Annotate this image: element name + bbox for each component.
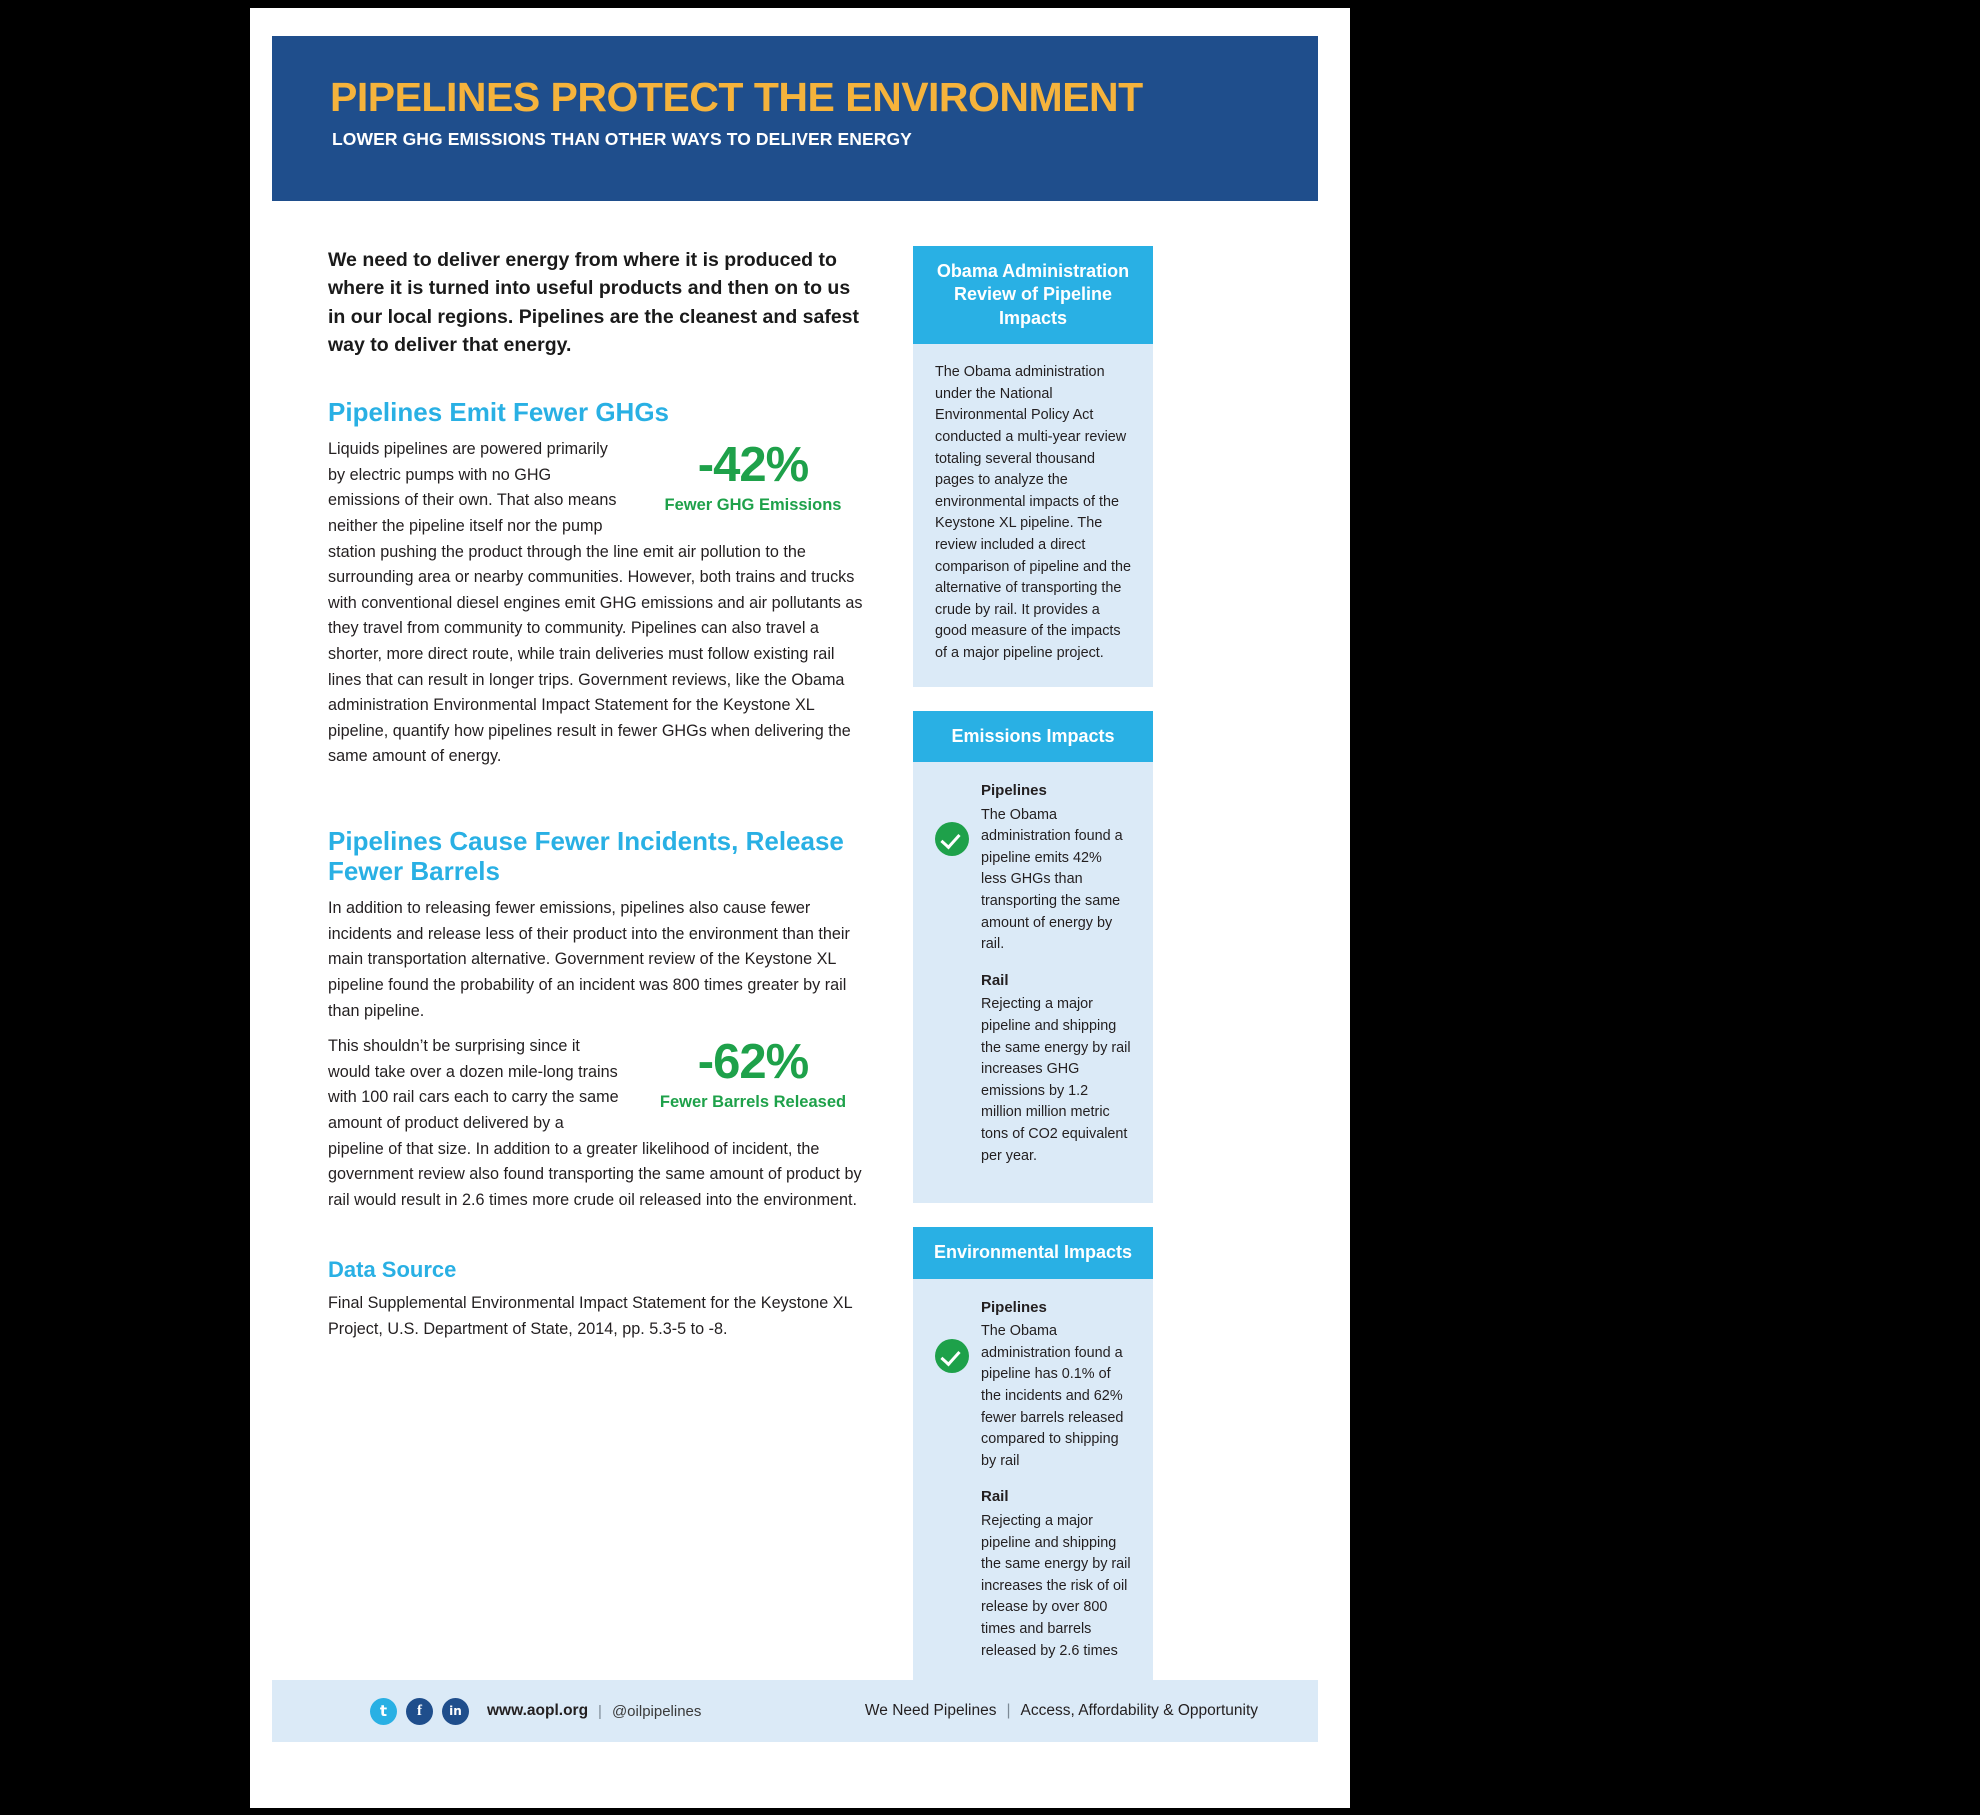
social-links — [370, 1698, 469, 1725]
emissions-rail-text: Rejecting a major pipeline and shipping the same energy by rail increases GHG emissions by 1.2 million million metric tons of CO2 equivalent per year. — [981, 996, 1131, 1164]
environmental-rail-block — [981, 1486, 1131, 1662]
intro-paragraph: We need to deliver energy from where it is produced to where it is turned into useful products and then on to us in our local regions. Pipelines are the cleanest and safest way to deliver that energy. — [328, 249, 860, 356]
emissions-pipelines-label: Pipelines — [981, 782, 1047, 800]
page-subtitle: LOWER GHG EMISSIONS THAN OTHER WAYS TO DELIVER ENERGY — [332, 129, 912, 150]
environmental-pipelines-block — [981, 1297, 1131, 1473]
environmental-impacts-row — [935, 1297, 1131, 1677]
card-body-obama-review — [913, 344, 1153, 687]
environmental-pipelines-label: Pipelines — [981, 1298, 1047, 1316]
incidents-paragraph-1: In addition to releasing fewer emissions, pipelines also cause fewer incidents and release less of their product into the environment than their main transportation alternative. Government review of the Keystone XL pipeline found the probability of an incident was 800 times greater by rail than pipeline. — [328, 899, 850, 1020]
environmental-rail-text: Rejecting a major pipeline and shipping the same energy by rail increases the risk of oil release by over 800 times and barrels released by 2.6 times — [981, 1512, 1131, 1659]
twitter-icon[interactable]: t — [370, 1698, 397, 1725]
footer-tagline-separator: | — [1006, 1702, 1011, 1719]
section-heading-incidents: Pipelines Cause Fewer Incidents, Release Fewer Barrels — [328, 825, 844, 887]
card-title-environmental-impacts: Environmental Impacts — [913, 1227, 1153, 1278]
document-page — [250, 8, 1350, 1808]
footer-website-link[interactable]: www.aopl.org — [487, 1702, 589, 1719]
check-circle-icon — [935, 822, 969, 856]
linkedin-icon[interactable]: in — [442, 1698, 469, 1725]
card-body-environmental-impacts — [913, 1279, 1153, 1699]
environmental-rail-label: Rail — [981, 1488, 1009, 1506]
card-title-emissions-impacts: Emissions Impacts — [913, 711, 1153, 762]
emissions-impacts-row — [935, 780, 1131, 1181]
incidents-paragraph-2: This shouldn’t be surprising since it would take over a dozen mile-long trains with 100 rail cars each to carry the same amount of product delivered by a pipeline of that size. In addition to a greater likelihood of incident, the government review also found transporting the same amount of product by rail would result in 2.6 times more crude oil released into the environment. — [328, 1037, 862, 1209]
data-source-heading: Data Source — [328, 1257, 457, 1283]
card-body-emissions-impacts — [913, 762, 1153, 1203]
card-environmental-impacts — [913, 1227, 1153, 1698]
document-footer — [272, 1680, 1318, 1742]
section-incidents-content — [328, 1034, 868, 1223]
document-header — [272, 36, 1318, 201]
footer-tagline-right: Access, Affordability & Opportunity — [1020, 1702, 1258, 1719]
emissions-pipelines-block — [981, 780, 1131, 956]
emissions-impacts-text-group — [981, 780, 1131, 1181]
card-emissions-impacts — [913, 711, 1153, 1204]
stat-callout-barrels — [638, 1035, 868, 1112]
footer-tagline — [865, 1702, 1272, 1720]
right-column — [913, 246, 1153, 1722]
check-circle-icon — [935, 1339, 969, 1373]
card-text-obama-review: The Obama administration under the National Environmental Policy Act conducted a multi-year review totaling several thousand pages to analyze the environmental impacts of the Keystone XL pipeline. The review included a direct comparison of pipeline and the alternative of transporting the crude by rail. It provides a good measure of the impacts of a major pipeline project. — [935, 364, 1132, 662]
footer-separator: | — [598, 1702, 602, 1720]
footer-social-handle[interactable]: @oilpipelines — [611, 1702, 702, 1720]
facebook-icon[interactable]: f — [406, 1698, 433, 1725]
stat-number-ghg: -42% — [697, 438, 809, 493]
emissions-rail-block — [981, 970, 1131, 1167]
stat-number-barrels: -62% — [697, 1035, 809, 1090]
card-title-obama-review: Obama Administration Review of Pipeline Impacts — [913, 246, 1153, 344]
stat-label-barrels: Fewer Barrels Released — [659, 1093, 847, 1112]
section-emissions-content — [328, 437, 868, 780]
environmental-pipelines-text: The Obama administration found a pipeline has 0.1% of the incidents and 62% fewer barrels released compared to shipping by rail — [981, 1323, 1124, 1469]
left-column — [328, 246, 868, 1353]
emissions-pipelines-text: The Obama administration found a pipeline emits 42% less GHGs than transporting the same amount of energy by rail. — [981, 806, 1123, 953]
card-obama-review — [913, 246, 1153, 687]
emissions-rail-label: Rail — [981, 971, 1009, 989]
emissions-paragraph: Liquids pipelines are powered primarily by electric pumps with no GHG emissions of their own. That also means neither the pipeline itself nor the pump station pushing the product through the line emit air pollution to the surrounding area or nearby communities. However, both trains and trucks with conventional diesel engines emit GHG emissions and air pollutants as they travel from community to community. Pipelines can also travel a shorter, more direct route, while train deliveries must follow existing rail lines that can result in longer trips. Government reviews, like the Obama administration Environmental Impact Statement for the Keystone XL pipeline, quantify how pipelines result in fewer GHGs when delivering the same amount of energy. — [328, 440, 863, 766]
data-source-text: Final Supplemental Environmental Impact Statement for the Keystone XL Project, U.S. Department of State, 2014, pp. 5.3-5 to -8. — [328, 1294, 852, 1338]
environmental-impacts-text-group — [981, 1297, 1131, 1677]
footer-tagline-left: We Need Pipelines — [864, 1702, 997, 1719]
stat-callout-ghg — [638, 438, 868, 515]
page-sheet — [250, 8, 1350, 1808]
page-title: PIPELINES PROTECT THE ENVIRONMENT — [330, 74, 1143, 120]
stat-label-ghg: Fewer GHG Emissions — [664, 496, 842, 515]
section-heading-emissions: Pipelines Emit Fewer GHGs — [328, 397, 669, 428]
